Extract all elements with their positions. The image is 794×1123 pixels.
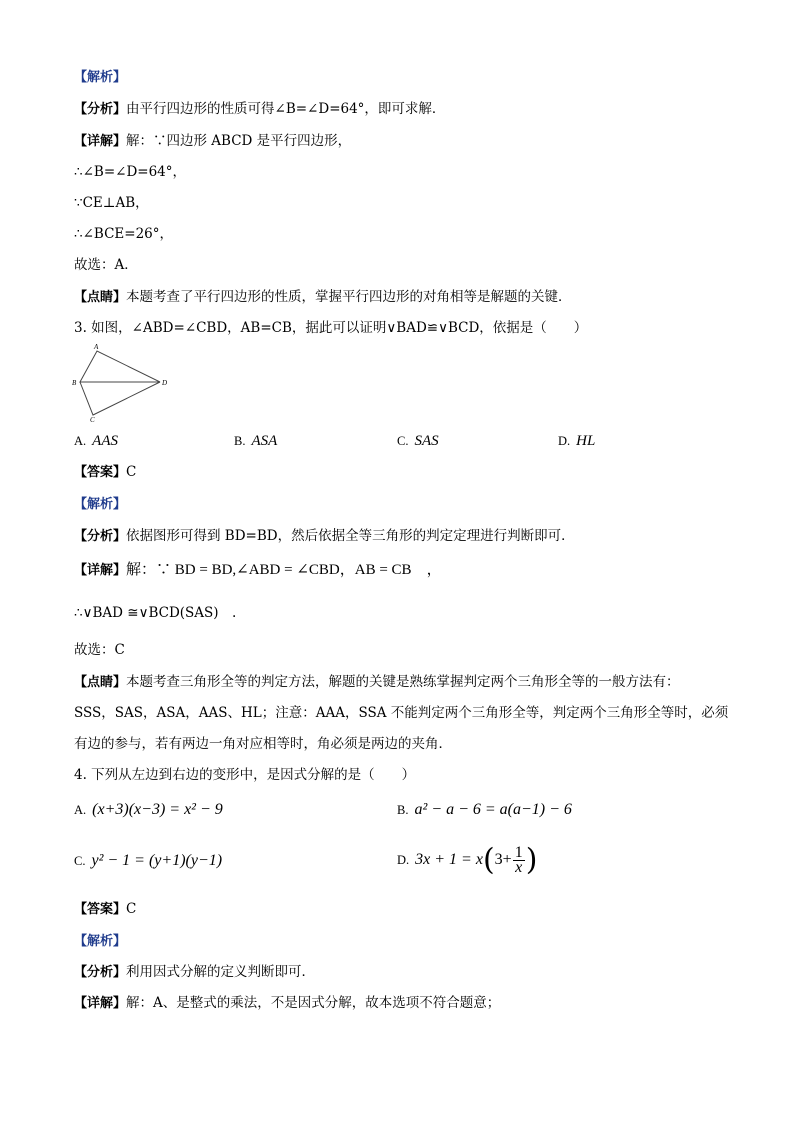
option-c: C. SAS <box>397 433 439 449</box>
option-b: B. ASA <box>234 433 278 449</box>
q4-option-b: B. a² − a − 6 = a(a−1) − 6 <box>397 801 572 818</box>
answer-tag: 【答案】 <box>74 465 127 480</box>
jiexi-tag: 【解析】 <box>74 70 127 85</box>
step-line-2: ∵CE⊥AB， <box>74 195 149 211</box>
q4-option-d: D. 3x + 1 = x(3+ $\frac{1}{x}$ ) <box>397 842 538 878</box>
fenxi-tag: 【分析】 <box>74 102 127 117</box>
comment-line <box>74 288 572 307</box>
analysis-heading-q4: 【解析】 <box>74 934 127 949</box>
triangle-figure <box>70 342 180 424</box>
dianjing-tag: 【点睛】 <box>74 290 127 305</box>
detail-line-q4: 【详解】解：A、是整式的乘法，不是因式分解，故本选项不符合题意； <box>74 995 501 1011</box>
vertex-label-a: A <box>94 343 99 351</box>
dianjing-text: 本题考查了平行四边形的性质，掌握平行四边形的对角相等是解题的关键． <box>126 289 572 305</box>
q4-option-c: C. y² − 1 = (y+1)(y−1) <box>74 852 223 869</box>
conclusion-line-q3: ∴∨BAD ≅∨BCD(SAS) . <box>74 605 237 621</box>
vertex-label-d: D <box>162 379 168 387</box>
analysis-heading <box>74 68 126 87</box>
comment-line-q3-1: 【点睛】本题考查三角形全等的判定方法，解题的关键是熟练掌握判定两个三角形全等的一般方法有： <box>74 674 680 690</box>
choose-line-q3: 故选：C <box>74 642 125 658</box>
answer-value: C <box>126 464 137 480</box>
right-paren: ) <box>525 842 538 878</box>
left-paren: ( <box>482 842 495 878</box>
option-d: D. HL <box>558 433 596 449</box>
question-4-stem: 4. 下列从左边到右边的变形中，是因式分解的是（ ） <box>74 767 416 783</box>
question-3-stem: 3. 如图，∠ABD=∠CBD，AB=CB，据此可以证明∨BAD≌∨BCD，依据是（ ） <box>74 320 588 336</box>
xiangjie-text: 解：∵四边形 ABCD 是平行四边形， <box>126 133 352 149</box>
fraction: $\frac{1}{x}$ <box>514 844 523 876</box>
answer-line-q3 <box>74 463 136 482</box>
fenxi-text: 由平行四边形的性质可得∠B=∠D=64°，即可求解． <box>126 101 446 117</box>
analysis-heading-q3: 【解析】 <box>74 497 127 512</box>
detail-line <box>74 132 351 151</box>
analysis-line-q3: 【分析】依据图形可得到 BD=BD，然后依据全等三角形的判定定理进行判断即可． <box>74 528 575 544</box>
option-a: A. AAS <box>74 433 118 449</box>
step-line-1: ∴∠B=∠D=64°， <box>74 164 187 180</box>
step-line-3: ∴∠BCE=26°， <box>74 226 173 242</box>
comment-line-q3-2: SSS，SAS，ASA，AAS、HL；注意：AAA，SSA 不能判定两个三角形全等，判定两个三角形全等时，必须 <box>74 705 729 721</box>
detail-line-q3: 【详解】解：∵ BD = BD,∠ABD = ∠CBD，AB = CB ， <box>74 562 442 578</box>
q4-option-a: A. (x+3)(x−3) = x² − 9 <box>74 801 223 818</box>
xiangjie-tag: 【详解】 <box>74 134 127 149</box>
analysis-line-q4: 【分析】利用因式分解的定义判断即可． <box>74 964 316 980</box>
comment-line-q3-3: 有边的参与，若有两边一角对应相等时，角必须是两边的夹角． <box>74 736 452 752</box>
analysis-line <box>74 100 445 119</box>
answer-line-q4: 【答案】C <box>74 901 137 917</box>
choose-line: 故选：A． <box>74 257 138 273</box>
vertex-label-c: C <box>90 416 95 424</box>
vertex-label-b: B <box>72 379 77 387</box>
